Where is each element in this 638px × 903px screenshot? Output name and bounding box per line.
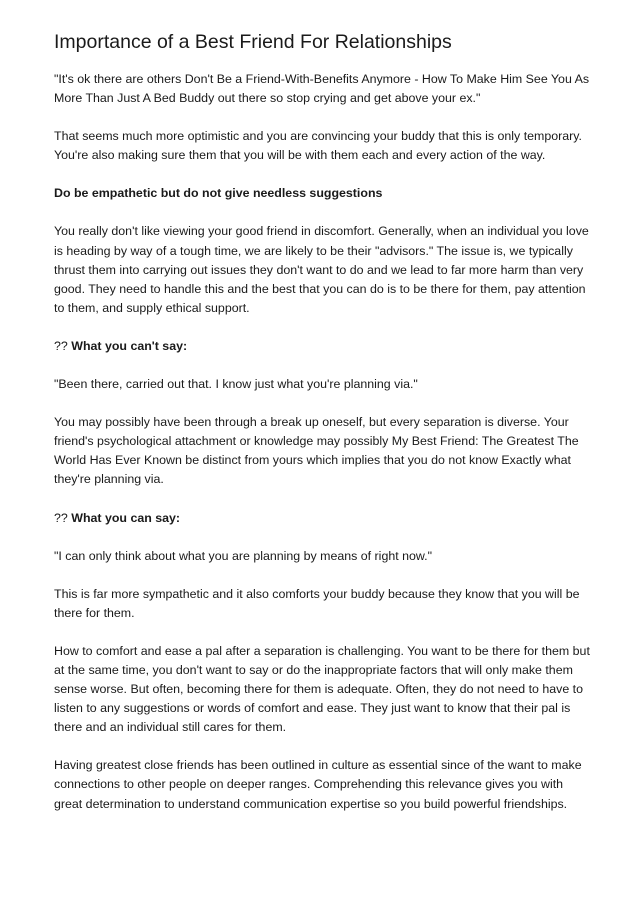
page-title: Importance of a Best Friend For Relationships xyxy=(54,31,452,53)
heading-be-empathetic: Do be empathetic but do not give needless suggestions xyxy=(54,186,383,201)
paragraph-optimistic: That seems much more optimistic and you are convincing your buddy that this is only temporary. You're also making sure them that you will be with them each and every action of the way. xyxy=(54,129,582,163)
heading-marker: ?? xyxy=(54,338,68,353)
paragraph-intro-quote: "It's ok there are others Don't Be a Friend-With-Benefits Anymore - How To Make Him See You As More Than Just A Bed Buddy out there so stop crying and get above your ex." xyxy=(54,72,590,106)
heading-marker: ?? xyxy=(54,510,68,525)
heading-what-you-can-say xyxy=(54,509,594,528)
paragraph-been-there-quote: "Been there, carried out that. I know just what you're planning via." xyxy=(54,377,418,392)
paragraph-right-now-quote: "I can only think about what you are planning by means of right now." xyxy=(54,548,432,563)
paragraph-separation-diverse: You may possibly have been through a break up oneself, but every separation is diverse. Your friend's psychological attachment or knowledge may possibly My Best Friend: The Greatest The World Has Ever Known be distinct from yours which implies that you do not know Exactly what they're planning via. xyxy=(54,415,579,487)
heading-text: What you can't say: xyxy=(71,338,188,353)
paragraph-close-friends: Having greatest close friends has been outlined in culture as essential since of the want to make connections to other people on deeper ranges. Comprehending this relevance gives you with great determination to understand communication expertise so you build powerful friendships. xyxy=(54,758,582,811)
document-page xyxy=(54,30,594,833)
heading-what-you-cant-say xyxy=(54,337,594,356)
heading-text: What you can say: xyxy=(71,510,181,525)
paragraph-sympathetic: This is far more sympathetic and it also comforts your buddy because they know that you will be there for them. xyxy=(54,586,580,620)
paragraph-discomfort: You really don't like viewing your good friend in discomfort. Generally, when an individual you love is heading by way of a tough time, we are likely to be their "advisors." The issue is, we typically thrust them into carrying out issues they don't want to do and we lead to far more harm than very good. They need to handle this and the best that you can do is to be there for them, pay attention to them, and supply ethical support. xyxy=(54,224,589,315)
paragraph-comfort-pal: How to comfort and ease a pal after a separation is challenging. You want to be there for them but at the same time, you don't want to say or do the inappropriate factors that will only make them sense worse. But often, becoming there for them is adequate. Often, they do not need to have to listen to any suggestions or words of comfort and ease. They just want to know that their pal is there and an individual still cares for them. xyxy=(54,643,590,735)
